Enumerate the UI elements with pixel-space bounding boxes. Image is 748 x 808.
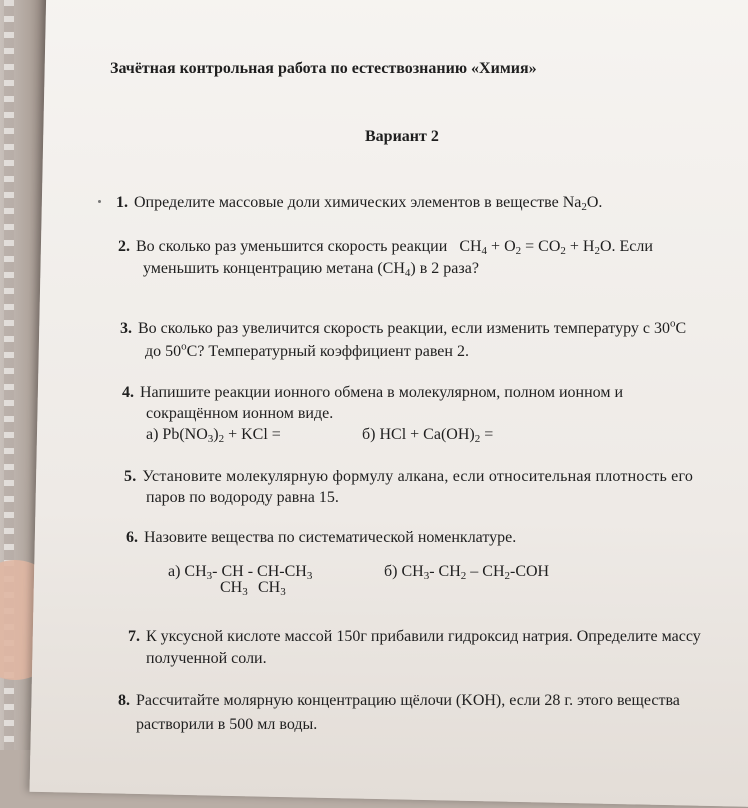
question-2-line-1 — [118, 236, 653, 258]
question-2-line-2: уменьшить концентрацию метана $(CH_4)$ в 2 раза? — [143, 260, 479, 279]
question-4-option-b: б) HCl + $Ca(OH)_2$ = — [362, 426, 494, 445]
question-number: 8. — [118, 692, 130, 709]
question-text: Определите массовые доли химических элементов в веществе Na — [134, 194, 582, 211]
question-number: 7. — [128, 628, 140, 645]
question-6-option-a: а) $CH_3-$ CH - $CH-CH_3$ — [168, 563, 313, 582]
variant-heading: Вариант 2 — [365, 128, 439, 145]
bullet-mark — [98, 200, 101, 203]
question-6-branch-1: $CH_3$ — [220, 579, 248, 598]
question-number: 6. — [126, 529, 138, 546]
question-number: 3. — [120, 320, 132, 337]
question-6-option-b: б) $CH_3-$ $CH_2 - CH_2-COH$ — [384, 563, 550, 582]
question-number: 2. — [118, 238, 130, 255]
question-4-line-1: 4. Напишите реакции ионного обмена в молекулярном, полном ионном и — [122, 384, 624, 401]
question-4-option-a: а) $Pb(NO_3)_2$ + KCl = — [146, 426, 281, 445]
question-number: 1. — [116, 194, 128, 211]
question-text: Во сколько раз уменьшится скорость реакции — [136, 238, 448, 255]
question-3-line-2: до 50$^o$С? Температурный коэффициент равен 2. — [145, 340, 469, 360]
question-6-branch-2: $CH_3$ — [258, 579, 286, 598]
page-title: Зачётная контрольная работа по естествознанию «Химия» — [110, 60, 537, 77]
question-number: 5. — [124, 468, 137, 485]
question-4-line-2: сокращённом ионном виде. — [146, 405, 334, 422]
question-number: 4. — [122, 384, 134, 401]
subscript: 2 — [581, 201, 587, 213]
question-text-tail: O. — [586, 194, 603, 211]
question-3-line-1: 3. Во сколько раз увеличится скорость реакции, если изменить температуру с 30$^o$C — [120, 317, 687, 337]
reaction-formula: $CH_4 + O_2 = CO_2 + H_2O$. Если — [459, 238, 653, 257]
question-6-line-1: 6. Назовите вещества по систематической номенклатуре. — [126, 529, 517, 546]
question-5-line-1: 5. Установите молекулярную формулу алкана, если относительная плотность его — [124, 468, 694, 485]
question-8-line-2: растворили в 500 мл воды. — [136, 716, 318, 733]
question-1 — [116, 192, 602, 214]
question-7-line-2: полученной соли. — [146, 650, 267, 667]
question-5-line-2: паров по водороду равна 15. — [146, 489, 339, 506]
question-8-line-1: 8. Рассчитайте молярную концентрацию щёлочи (KOH), если 28 г. этого вещества — [118, 692, 680, 709]
question-7-line-1: 7. К уксусной кислоте массой 150г прибавили гидроксид натрия. Определите массу — [128, 628, 701, 645]
